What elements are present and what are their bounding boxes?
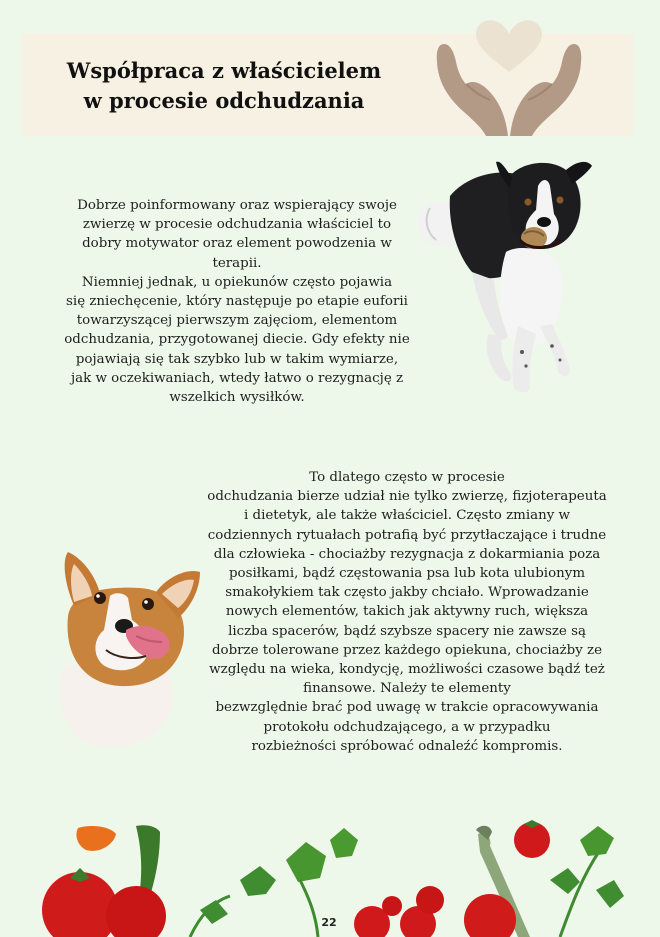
text-line: rozbieżności spróbować odnaleźć kompromis. [251,738,563,754]
text-line: posiłkami, bądź częstowania psa lub kota ulubionym [228,566,586,582]
text-line: codziennych rytuałach potrafią być przytłaczające i trudne [207,527,607,543]
text-line: się zniechęcenie, który następuje po etapie euforii [66,294,408,310]
text-line: odchudzania bierze udział nie tylko zwierzę, fizjoterapeuta [207,489,607,505]
text-line: dla człowieka - chociażby rezygnacja z dokarmiania poza [213,546,601,562]
page-number: 22 [321,916,337,929]
text-line: liczba spacerów, bądź szybsze spacery nie zawsze są [228,623,586,639]
text-line: smakołykiem tak często jakby chciało. Wprowadzanie [225,585,589,601]
text-line: dobry motywator oraz element powodzenia w terapii. [82,236,392,271]
text-line: finansowe. Należy te elementy [303,681,511,697]
hands-heart-icon [434,14,584,138]
text-line: odchudzania, przygotowanej diecie. Gdy efekty nie [64,332,410,348]
text-line: wszelkich wysiłków. [169,390,305,406]
text-line: jak w oczekiwaniach, wtedy łatwo o rezygnację z [70,370,404,386]
text-line: bezwzględnie brać pod uwagę w trakcie opracowywania [215,700,599,716]
text-line: Dobrze poinformowany oraz wspierający swoje [77,198,397,213]
text-line: pojawiają się tak szybko lub w takim wymiarze, [75,351,399,367]
text-line: zwierzę w procesie odchudzania właściciel to [82,217,392,233]
owner-paragraph [206,468,608,756]
text-line: i dietetyk, ale także właściciel. Często zmiany w [243,508,571,524]
corgi-licking-image [44,546,208,750]
page-title [55,56,393,116]
running-border-collie-image [410,156,606,402]
text-line: dobrze tolerowane przez każdego opiekuna, chociażby ze [211,642,603,658]
text-line: To dlatego często w procesie [309,470,505,485]
text-line: Niemniej jednak, u opiekunów często pojawia [81,274,393,290]
title-line-2: w procesie odchudzania [83,88,365,113]
intro-paragraph [58,196,416,407]
text-line: towarzyszącej pierwszym zajęciom, elementom [76,313,398,329]
text-line: nowych elementów, takich jak aktywny ruch, większa [225,604,589,620]
text-line: protokołu odchudzającego, a w przypadku [263,719,551,735]
text-line: względu na wieka, kondycję, możliwości czasowe bądź też [209,662,605,678]
title-line-1: Współpraca z właścicielem [66,58,382,83]
